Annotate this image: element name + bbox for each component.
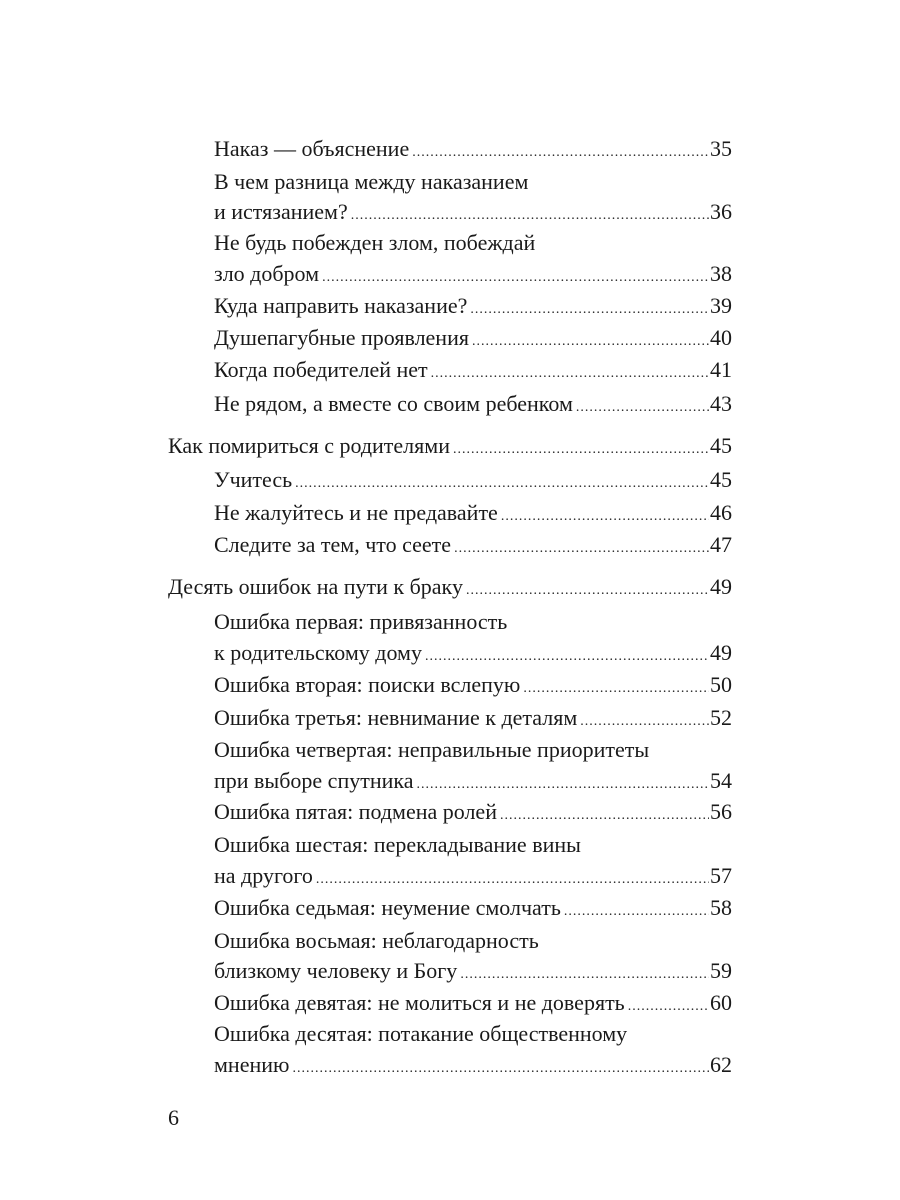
toc-entry-page: 49 (710, 574, 732, 599)
toc-entry (214, 638, 732, 672)
toc-entry-page: 47 (710, 532, 732, 557)
toc-entry-title-line1: Не будь побежден злом, побеждай (214, 230, 536, 255)
toc-entry-title: Не жалуйтесь и не предавайте (214, 500, 498, 525)
toc-chapter-entry (168, 572, 732, 606)
page-number: 6 (168, 1105, 179, 1130)
dot-leader (322, 263, 709, 293)
toc-entry-title: Наказ — объяснение (214, 136, 410, 161)
toc-entry-title: Десять ошибок на пути к браку (168, 574, 463, 599)
toc-entry-title-line1: Ошибка десятая: потакание общественному (214, 1021, 628, 1046)
toc-entry-page: 35 (710, 136, 732, 161)
toc-entry-page: 38 (710, 261, 732, 286)
dot-leader (500, 801, 709, 831)
dot-leader (412, 138, 709, 168)
toc-entry (214, 670, 732, 704)
dot-leader (472, 327, 709, 357)
dot-leader (295, 469, 709, 499)
toc-entry (214, 197, 732, 231)
toc-entry-page: 57 (710, 863, 732, 888)
dot-leader (417, 770, 710, 800)
toc-entry-title: Ошибка третья: невнимание к деталям (214, 705, 578, 730)
toc-entry (214, 291, 732, 325)
toc-entry-title: и истязанием? (214, 199, 348, 224)
toc-entry-page: 50 (710, 672, 732, 697)
dot-leader (523, 674, 709, 704)
toc-entry-title: Куда направить наказание? (214, 293, 468, 318)
toc-entry-title-line1: Ошибка шестая: перекладывание вины (214, 832, 581, 857)
dot-leader (501, 502, 709, 532)
toc-entry (214, 893, 732, 927)
dot-leader (564, 897, 709, 927)
dot-leader (453, 435, 709, 465)
toc-entry-page: 54 (710, 768, 732, 793)
toc-entry-page: 43 (710, 391, 732, 416)
dot-leader (460, 960, 709, 990)
dot-leader (292, 1054, 709, 1084)
toc-entry (214, 703, 732, 737)
toc-entry (214, 766, 732, 800)
toc-entry-title: Когда победителей нет (214, 357, 428, 382)
toc-entry-page: 52 (710, 705, 732, 730)
dot-leader (576, 393, 709, 423)
toc-entry-page: 41 (710, 357, 732, 382)
dot-leader (425, 642, 709, 672)
toc-entry-title: к родительскому дому (214, 640, 422, 665)
toc-entry-page: 40 (710, 325, 732, 350)
toc-entry-title: Ошибка девятая: не молиться и не доверять (214, 990, 625, 1015)
toc-entry (214, 355, 732, 389)
toc-entry (214, 797, 732, 831)
dot-leader (580, 707, 709, 737)
toc-entry-title-line1: Ошибка первая: привязанность (214, 609, 508, 634)
dot-leader (431, 359, 709, 389)
toc-entry (214, 323, 732, 357)
toc-entry-title: Как помириться с родителями (168, 433, 450, 458)
toc-entry-title: Учитесь (214, 467, 293, 492)
toc-entry-title: Следите за тем, что сеете (214, 532, 452, 557)
toc-entry (214, 498, 732, 532)
toc-entry (214, 389, 732, 423)
toc-entry-page: 56 (710, 799, 732, 824)
toc-entry-page: 45 (710, 467, 732, 492)
toc-entry-title: Ошибка седьмая: неумение смолчать (214, 895, 561, 920)
toc-entry-title: зло добром (214, 261, 320, 286)
toc-entry-title: Не рядом, а вместе со своим ребенком (214, 391, 573, 416)
toc-entry-title: Ошибка вторая: поиски вслепую (214, 672, 521, 697)
toc-entry-page: 62 (710, 1052, 732, 1077)
toc-entry (214, 259, 732, 293)
toc-entry-page: 49 (710, 640, 732, 665)
toc-entry (214, 134, 732, 168)
toc-entry-title: Ошибка пятая: подмена ролей (214, 799, 497, 824)
toc-entry-title-line1: Ошибка четвертая: неправильные приоритеты (214, 737, 650, 762)
toc-entry (214, 530, 732, 564)
toc-entry-page: 46 (710, 500, 732, 525)
toc-entry (214, 861, 732, 895)
dot-leader (466, 576, 709, 606)
toc-entry-page: 36 (710, 199, 732, 224)
toc-entry-title: мнению (214, 1052, 290, 1077)
toc-entry-title: на другого (214, 863, 313, 888)
toc-entry (214, 465, 732, 499)
toc-entry-title: при выборе спутника (214, 768, 414, 793)
toc-entry (214, 1050, 732, 1084)
toc-entry (214, 956, 732, 990)
toc-entry-page: 45 (710, 433, 732, 458)
dot-leader (628, 992, 709, 1022)
toc-entry (214, 988, 732, 1022)
toc-entry-title: Душепагубные проявления (214, 325, 469, 350)
toc-entry-page: 39 (710, 293, 732, 318)
toc-entry-page: 59 (710, 958, 732, 983)
toc-entry-page: 58 (710, 895, 732, 920)
toc-entry-title-line1: Ошибка восьмая: неблагодарность (214, 928, 539, 953)
dot-leader (316, 865, 709, 895)
toc-chapter-entry (168, 431, 732, 465)
dot-leader (454, 534, 709, 564)
toc-entry-page: 60 (710, 990, 732, 1015)
dot-leader (470, 295, 709, 325)
toc-entry-title-line1: В чем разница между наказанием (214, 169, 529, 194)
toc-entry-title: близкому человеку и Богу (214, 958, 458, 983)
dot-leader (351, 201, 709, 231)
